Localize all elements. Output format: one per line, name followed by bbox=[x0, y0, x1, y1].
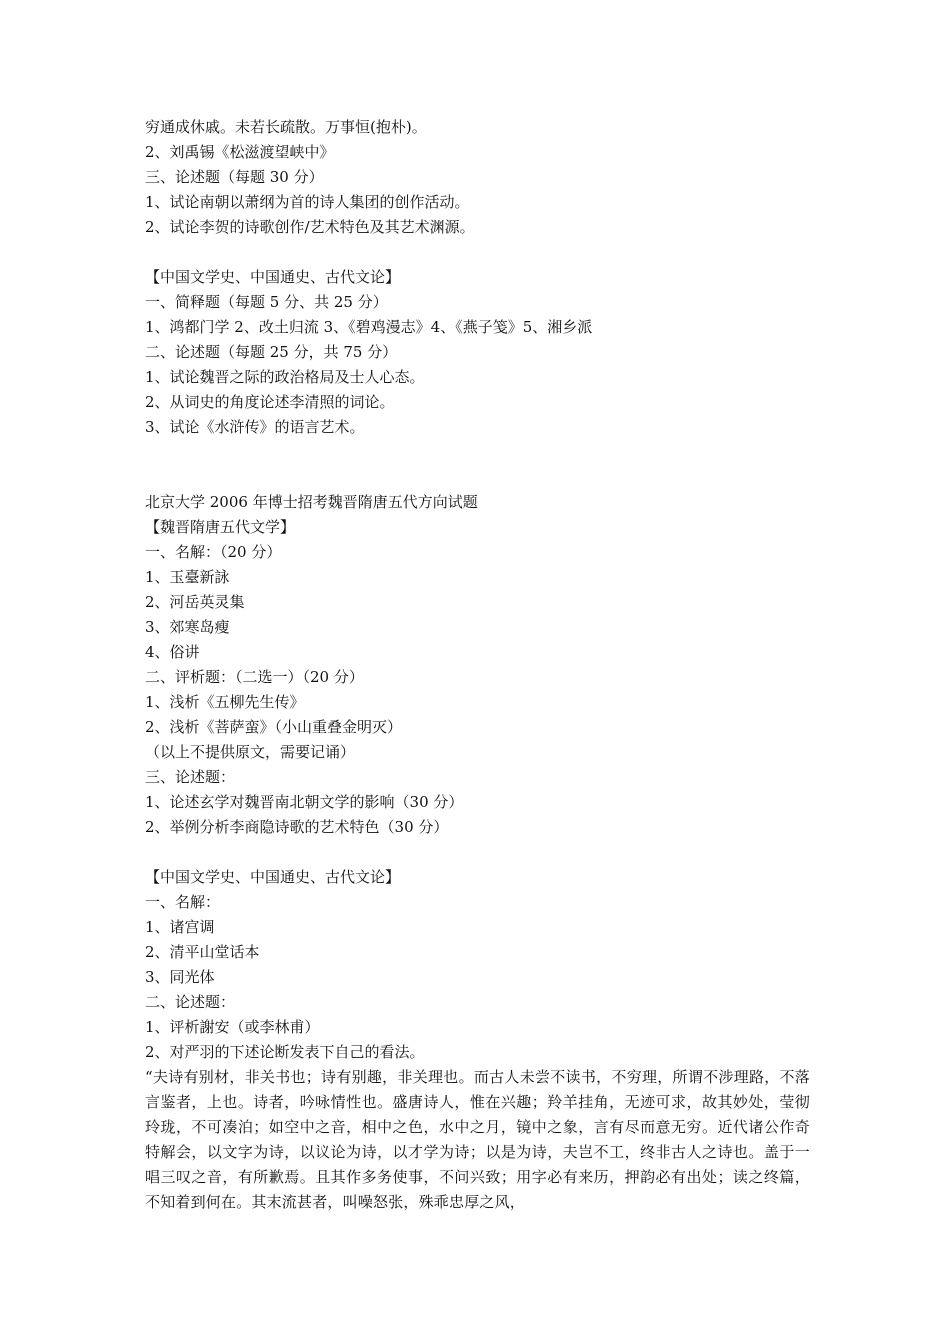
question-item: 1、试论魏晋之际的政治格局及士人心态。 bbox=[145, 368, 425, 386]
exam-title: 北京大学 2006 年博士招考魏晋隋唐五代方向试题 bbox=[145, 493, 478, 511]
question-item: 1、论述玄学对魏晋南北朝文学的影响（30 分） bbox=[145, 793, 464, 811]
question-item: 2、试论李贺的诗歌创作/艺术特色及其艺术渊源。 bbox=[145, 218, 475, 236]
question-item: 1、评析謝安（或李林甫） bbox=[145, 1018, 320, 1036]
question-item: 2、从词史的角度论述李清照的词论。 bbox=[145, 393, 395, 411]
question-item: 1、玉臺新詠 bbox=[145, 568, 230, 586]
question-item: 3、同光体 bbox=[145, 968, 215, 986]
question-item: 1、浅析《五柳先生传》 bbox=[145, 693, 305, 711]
section-heading: 一、简释题（每题 5 分、共 25 分） bbox=[145, 293, 388, 311]
section-heading: 二、评析题：（二选一）（20 分） bbox=[145, 668, 364, 686]
section-heading: 二、论述题： bbox=[145, 993, 236, 1011]
question-item: 2、河岳英灵集 bbox=[145, 593, 245, 611]
section-heading: 三、论述题（每题 30 分） bbox=[145, 168, 324, 186]
subject-heading: 【中国文学史、中国通史、古代文论】 bbox=[145, 868, 401, 886]
question-item: 1、试论南朝以萧纲为首的诗人集团的创作活动。 bbox=[145, 193, 470, 211]
spacer bbox=[145, 440, 810, 490]
question-item: 2、刘禹锡《松滋渡望峡中》 bbox=[145, 143, 335, 161]
spacer bbox=[145, 240, 810, 265]
subject-heading: 【中国文学史、中国通史、古代文论】 bbox=[145, 268, 401, 286]
question-item: 3、郊寒岛瘦 bbox=[145, 618, 230, 636]
question-item: 3、试论《水浒传》的语言艺术。 bbox=[145, 418, 365, 436]
question-item: 1、鸿都门学 2、改土归流 3、《碧鸡漫志》4、《燕子笺》5、湘乡派 bbox=[145, 318, 593, 336]
section-heading: 三、论述题： bbox=[145, 768, 236, 786]
document-body bbox=[145, 115, 810, 1215]
question-item: 1、诸宫调 bbox=[145, 918, 215, 936]
question-item: 2、举例分析李商隐诗歌的艺术特色（30 分） bbox=[145, 818, 449, 836]
question-item: 2、对严羽的下述论断发表下自己的看法。 bbox=[145, 1043, 425, 1061]
spacer bbox=[145, 840, 810, 865]
question-item: 4、俗讲 bbox=[145, 643, 200, 661]
quote-paragraph: “夫诗有别材，非关书也；诗有别趣，非关理也。而古人未尝不读书，不穷理，所谓不涉理路，不落言鉴者，上也。诗者，吟咏情性也。盛唐诗人，惟在兴趣；羚羊挂角，无迹可求，故其妙处，莹彻玲珑，不可凑泊；如空中之音，相中之色，水中之月，镜中之象，言有尽而意无穷。近代诸公作奇特解会，以文字为诗，以议论为诗，以才学为诗；以是为诗，夫岂不工，终非古人之诗也。盖于一唱三叹之音，有所歉焉。且其作多务使事，不问兴致；用字必有来历，押韵必有出处；读之终篇，不知着到何在。其末流甚者，叫噪怒张，殊乖忠厚之风， bbox=[145, 1068, 810, 1211]
note-line: （以上不提供原文，需要记诵） bbox=[145, 743, 356, 761]
section-heading: 一、名解： bbox=[145, 893, 221, 911]
text-line: 穷通成休戚。未若长疏散。万事恒(抱朴)。 bbox=[145, 118, 427, 136]
question-item: 2、清平山堂话本 bbox=[145, 943, 260, 961]
section-heading: 一、名解：（20 分） bbox=[145, 543, 282, 561]
section-heading: 二、论述题（每题 25 分，共 75 分） bbox=[145, 343, 398, 361]
subject-heading: 【魏晋隋唐五代文学】 bbox=[145, 518, 296, 536]
question-item: 2、浅析《菩萨蛮》（小山重叠金明灭） bbox=[145, 718, 403, 736]
